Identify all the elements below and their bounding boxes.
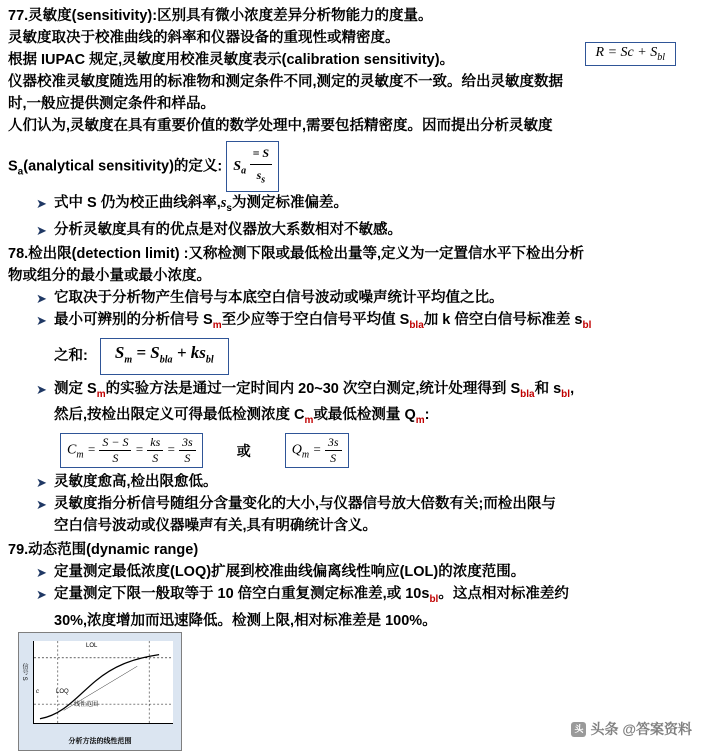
- bullet4-text-c: 加 k 倍空白信号标准差 s: [423, 312, 583, 329]
- paragraph-78-title: 78.检出限(detection limit) :又称检测下限或最低检出量等,定义为一定置信水平下检出分析: [8, 246, 584, 263]
- bullet1-text-a: 式中 S 仍为校正曲线斜率,: [54, 195, 221, 212]
- chart-title: 分析方法的线性范围: [68, 738, 132, 745]
- chart-loq-annotation: LOQ: [56, 689, 69, 695]
- bullet5-sub-m: m: [96, 388, 106, 400]
- list-item: [8, 193, 696, 219]
- arrow-bullet-icon: ➤: [36, 565, 47, 581]
- list-item-label: [54, 379, 574, 405]
- cm-term1: [99, 435, 131, 466]
- bullet4-sub-bla: bla: [409, 320, 424, 332]
- bullet5-line2-sub-cm: m: [304, 415, 314, 427]
- bullet5-sub-bl: bl: [561, 388, 571, 400]
- list-item: [8, 562, 696, 583]
- chart-linear-range-annotation: 线性范围: [74, 702, 99, 708]
- arrow-bullet-icon: ➤: [36, 587, 47, 603]
- cm-term2-num: ks: [147, 435, 163, 451]
- chart-lol-annotation: LOL: [86, 643, 98, 649]
- cm-term3-num: 3s: [179, 435, 196, 451]
- chart-y-axis-label: 信号 S: [21, 663, 27, 681]
- analytical-sensitivity-formula: [226, 141, 279, 192]
- bullet9-line2: 30%,浓度增加而迅速降低。检测上限,相对标准差是 100%。: [54, 613, 437, 630]
- paragraph-77-line7: [8, 141, 696, 192]
- arrow-bullet-icon: ➤: [36, 381, 47, 397]
- dynamic-range-chart: [18, 632, 182, 751]
- paragraph-78-line2: 物或组分的最小量或最小浓度。: [8, 268, 211, 285]
- bullet5-sub-bla: bla: [520, 388, 535, 400]
- bullet5-text-d: ,: [570, 380, 575, 397]
- analytical-sensitivity-def-text: (analytical sensitivity)的定义:: [23, 158, 223, 175]
- qm-denominator: S: [330, 451, 337, 466]
- paragraph-77-title: 77.灵敏度(sensitivity):区别具有微小浓度差异分析物能力的度量。: [8, 8, 433, 24]
- watermark-text: 头条 @答案资料: [590, 721, 692, 737]
- paragraph-79-title: 79.动态范围(dynamic range): [8, 542, 199, 559]
- sm-formula-s: S: [114, 343, 125, 363]
- sm-formula: [100, 338, 229, 374]
- chart-curve: [34, 641, 173, 723]
- list-item-label: 定量测定最低浓度(LOQ)扩展到校准曲线偏离线性响应(LOL)的浓度范围。: [54, 564, 526, 581]
- cm-formula-label: C: [67, 443, 77, 459]
- bullet4-text-a: 最小可辨别的分析信号 S: [54, 312, 213, 329]
- cm-term1-num: S − S: [99, 435, 131, 451]
- bullet1-symbol: s: [220, 195, 227, 212]
- cm-term2-den: S: [152, 451, 159, 466]
- cm-term3: [179, 435, 196, 466]
- sm-formula-sub-bla: bla: [159, 354, 173, 366]
- cm-formula-sub: m: [76, 449, 84, 461]
- paragraph-77-line6: 人们认为,灵敏度在具有重要价值的数学处理中,需要包括精密度。因而提出分析灵敏度: [8, 118, 553, 134]
- cm-term2: [147, 435, 163, 466]
- analytical-formula-left: S: [233, 158, 242, 174]
- list-item: [8, 288, 696, 309]
- calibration-sensitivity-formula: [585, 42, 676, 66]
- bullet9-text-a: 定量测定下限一般取等于 10 倍空白重复测定标准差,或 10s: [54, 586, 430, 603]
- calibration-formula-text: R = Sc + S: [595, 45, 658, 60]
- qm-formula-sub: m: [301, 449, 310, 461]
- watermark-logo-icon: 头: [571, 722, 586, 737]
- arrow-bullet-icon: ➤: [36, 497, 47, 513]
- sm-formula-end: + ks: [176, 343, 206, 363]
- paragraph-77-line2: 灵敏度取决于校准曲线的斜率和仪器设备的重现性或精密度。: [8, 30, 400, 46]
- list-item: [8, 379, 696, 405]
- arrow-bullet-icon: ➤: [36, 313, 47, 329]
- list-item: [8, 310, 696, 336]
- list-item: [8, 220, 696, 241]
- bullet5-line2-a: 然后,按检出限定义可得最低检测浓度 C: [54, 407, 305, 424]
- list-item: [8, 472, 696, 493]
- bullet4-text-b: 至少应等于空白信号平均值 S: [221, 312, 410, 329]
- analytical-formula-denominator: [250, 165, 273, 190]
- paragraph-77-line3-period: 。: [439, 52, 455, 68]
- bullet4-continuation: [8, 338, 696, 374]
- paragraph-77-line3-text: 根据 IUPAC 规定,灵敏度用校准灵敏度表示(calibration sensitivity): [8, 52, 440, 68]
- sm-formula-mid: = S: [136, 343, 160, 363]
- denominator-symbol: s: [256, 168, 262, 182]
- qm-formula-label: Q: [291, 443, 302, 459]
- bullet5-text-c: 和 s: [534, 380, 562, 397]
- list-item: [8, 584, 696, 610]
- analytical-sensitivity-symbol: S: [8, 158, 18, 175]
- denominator-subscript: s: [261, 174, 266, 186]
- list-item-label: [54, 310, 591, 336]
- qm-numerator: 3s: [325, 435, 342, 451]
- bullet1-symbol-sub: s: [226, 203, 232, 215]
- bullet5-text-b: 的实验方法是通过一定时间内 20~30 次空白测定,统计处理得到 S: [105, 380, 521, 397]
- bullet1-text-b: 为测定标准偏差。: [231, 195, 348, 212]
- list-item-label: [54, 193, 348, 219]
- qm-fraction: [325, 435, 342, 466]
- bullet4-sub-bl: bl: [582, 320, 592, 332]
- cm-term3-den: S: [184, 451, 191, 466]
- bullet7-line2: 空白信号波动或仪器噪声有关,具有明确统计含义。: [54, 518, 378, 535]
- analytical-formula-numerator: = S: [250, 143, 273, 165]
- list-item-label: 它取决于分析物产生信号与本底空白信号波动或噪声统计平均值之比。: [54, 290, 504, 307]
- bullet9-sub-bl: bl: [429, 594, 439, 606]
- detection-limit-formulas: [8, 433, 696, 468]
- list-item: [8, 494, 696, 515]
- chart-c-annotation: c: [36, 689, 39, 695]
- paragraph-77-line5: 时,一般应提供测定条件和样品。: [8, 96, 216, 112]
- analytical-sensitivity-subscript: a: [17, 166, 24, 178]
- bullet5-line2: [8, 405, 696, 431]
- bullet4-sub-m: m: [212, 320, 222, 332]
- cm-formula: $C_m$ = $\frac{S - S}{S}$ = $\frac{ks}{S}$ = $\frac{3s}{S}$: [60, 433, 203, 468]
- calibration-formula-subscript: bl: [657, 51, 665, 63]
- chart-plot-area: [33, 641, 173, 724]
- watermark: [571, 719, 692, 739]
- bullet4-text-d: 之和:: [54, 348, 88, 365]
- bullet5-line2-c: :: [424, 407, 430, 424]
- list-item-label: 灵敏度愈高,检出限愈低。: [54, 474, 218, 491]
- arrow-bullet-icon: ➤: [36, 196, 47, 212]
- bullet5-line2-sub-qm: m: [415, 415, 425, 427]
- list-item-label: 灵敏度指分析信号随组分含量变化的大小,与仪器信号放大倍数有关;而检出限与: [54, 496, 556, 513]
- list-item-label: [54, 584, 569, 610]
- arrow-bullet-icon: ➤: [36, 475, 47, 491]
- formula-or-label: 或: [236, 442, 251, 459]
- cm-term1-den: S: [112, 451, 119, 466]
- paragraph-77-line4: 仪器校准灵敏度随选用的标准物和测定条件不同,测定的灵敏度不一致。给出灵敏度数据: [8, 74, 564, 90]
- analytical-formula-fraction: [250, 143, 273, 190]
- arrow-bullet-icon: ➤: [36, 291, 47, 307]
- bullet9-text-b: 。这点相对标准差约: [438, 586, 569, 603]
- analytical-formula-left-sub: a: [241, 165, 247, 177]
- bullet5-text-a: 测定 S: [54, 380, 97, 397]
- qm-formula: $Q_m$ = $\frac{3s}{S}$: [285, 433, 349, 468]
- sm-formula-sub-bl: bl: [205, 354, 214, 366]
- list-item-label: 分析灵敏度具有的优点是对仪器放大系数相对不敏感。: [54, 222, 402, 239]
- bullet5-line2-b: 或最低检测量 Q: [313, 407, 416, 424]
- sm-formula-sub-m: m: [124, 354, 133, 366]
- arrow-bullet-icon: ➤: [36, 223, 47, 239]
